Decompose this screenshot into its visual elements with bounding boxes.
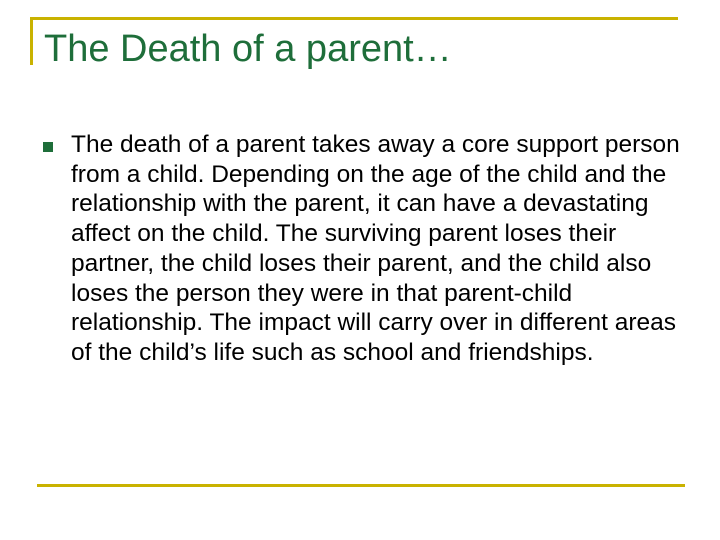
- bullet-item: [40, 130, 690, 368]
- title-frame-top-line: [30, 17, 678, 20]
- bottom-rule-line: [37, 484, 685, 487]
- bullet-list: [40, 130, 690, 368]
- title-frame-left-line: [30, 17, 33, 65]
- square-bullet-icon: [43, 142, 53, 152]
- slide-title: The Death of a parent…: [44, 28, 452, 70]
- bullet-text: The death of a parent takes away a core support person from a child. Depending on the age of the child and the relationship with the parent, it can have a devastating affect on the child. The surviving parent loses their partner, the child loses their parent, and the child also loses the person they were in that parent-child relationship. The impact will carry over in different areas of the child’s life such as school and friendships.: [71, 131, 680, 366]
